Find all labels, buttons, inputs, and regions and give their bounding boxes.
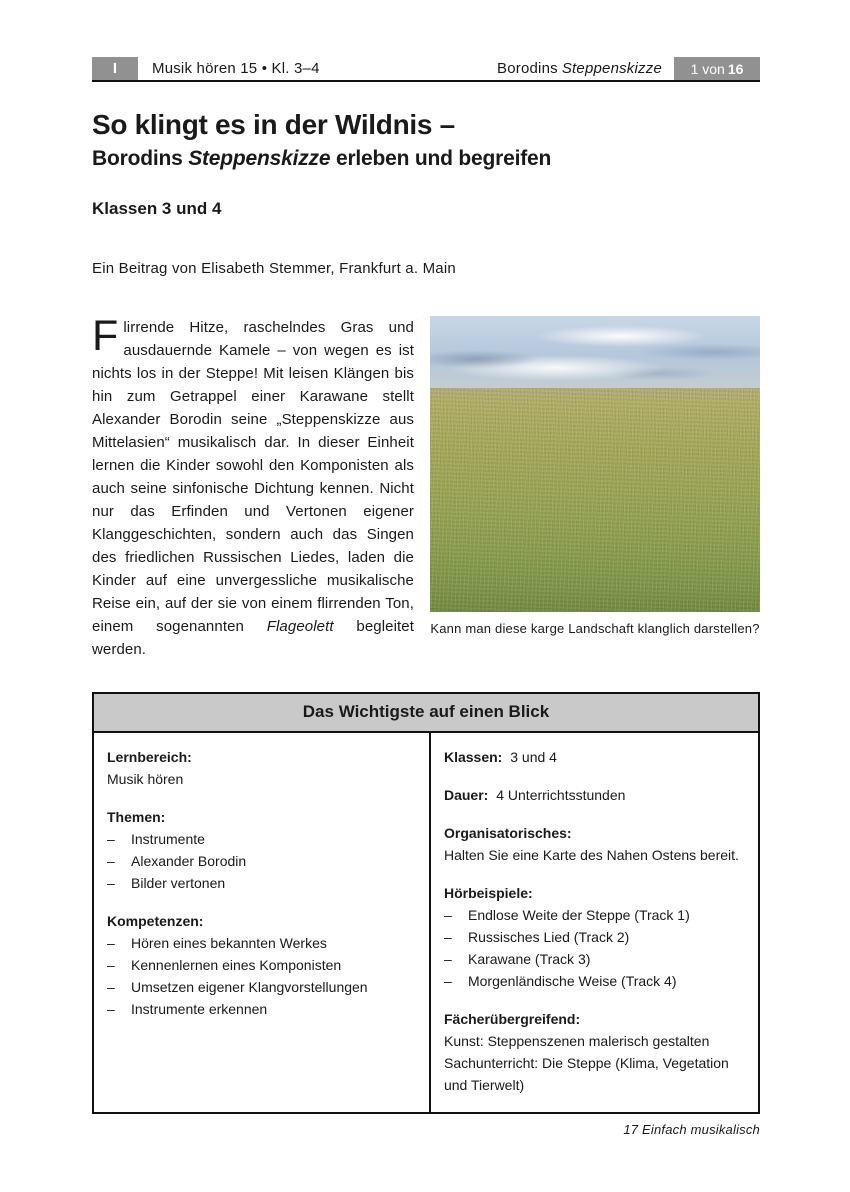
dauer-section — [444, 784, 746, 806]
themen-label: Themen: — [107, 809, 166, 825]
overview-box-title: Das Wichtigste auf einen Blick — [94, 694, 758, 733]
article-title-line2 — [92, 145, 760, 173]
klassen-value: 3 und 4 — [510, 749, 557, 765]
list-item — [444, 970, 746, 992]
photo-grass — [430, 388, 760, 612]
list-item — [107, 998, 417, 1020]
figure-caption: Kann man diese karge Landschaft klanglich darstellen? — [430, 621, 760, 636]
organisatorisches-label: Organisatorisches: — [443, 825, 572, 841]
faecher-line1: Kunst: Steppenszenen malerisch gestalten — [443, 1033, 710, 1049]
dash-bullet: – — [107, 853, 115, 869]
dash-bullet: – — [107, 957, 115, 973]
dash-bullet: – — [443, 929, 452, 945]
grade-label: Klassen 3 und 4 — [92, 199, 222, 218]
list-item-text: Hören eines bekannten Werkes — [131, 935, 327, 951]
dash-bullet: – — [107, 1001, 115, 1017]
page-counter — [674, 57, 760, 80]
list-item — [444, 904, 746, 926]
list-item-text: Umsetzen eigener Klangvorstellungen — [131, 979, 368, 995]
intro-text-part1: lirrende Hitze, raschelndes Gras und ausdauernde Kamele – von wegen es ist nichts los in der Steppe! Mit leisen Klängen bis hin zum Getrappel einer Karawane stellt Alexander Borodin seine „Steppenskizze aus Mittelasien“ musikalisch dar. In dieser Einheit lernen die Kinder sowohl den Komponisten als auch seine sinfonische Dichtung kennen. Nicht nur das Erfinden und Vertonen eigener Klanggeschichten, sondern auch das Singen des friedlichen Russischen Liedes, laden die Kinder auf eine unvergessliche musikalische Reise ein, auf der sie von einem flirrenden Ton, einem sogenannten — [92, 319, 414, 635]
title-block — [92, 108, 760, 277]
overview-box — [92, 692, 760, 1114]
list-item-text: Alexander Borodin — [131, 853, 247, 869]
author-line: Ein Beitrag von Elisabeth Stemmer, Frankfurt a. Main — [92, 260, 456, 277]
title-line2-suffix: erleben und begreifen — [330, 147, 552, 170]
hoerbeispiele-section — [444, 882, 746, 992]
themen-section — [107, 806, 417, 894]
steppe-figure — [430, 316, 760, 661]
page-counter-prefix: 1 von — [690, 60, 725, 77]
faecher-line2: Sachunterricht: Die Steppe (Klima, Vegetation und Tierwelt) — [443, 1055, 729, 1093]
klassen-label: Klassen: — [443, 749, 503, 765]
page-header — [92, 57, 760, 82]
unit-badge: I — [92, 57, 138, 80]
intro-paragraph — [92, 312, 414, 661]
list-item — [444, 926, 746, 948]
klassen-section — [444, 746, 746, 768]
list-item-text: Endlose Weite der Steppe (Track 1) — [467, 907, 690, 923]
photo-sky — [430, 316, 760, 388]
list-item — [107, 954, 417, 976]
list-item-text: Bilder vertonen — [131, 875, 226, 891]
page-counter-total: 16 — [727, 60, 744, 77]
list-item-text: Instrumente — [131, 831, 205, 847]
topic-label — [497, 57, 662, 80]
topic-prefix: Borodins — [497, 60, 558, 77]
list-item — [107, 932, 417, 954]
topic-title-italic: Steppenskizze — [561, 60, 662, 77]
lernbereich-section — [107, 746, 417, 790]
title-line2-prefix: Borodins — [92, 147, 189, 170]
faecheruebergreifend-section — [444, 1008, 746, 1096]
overview-left-cell — [94, 733, 431, 1112]
list-item-text: Russisches Lied (Track 2) — [467, 929, 630, 945]
dash-bullet: – — [443, 907, 452, 923]
series-label: Musik hören 15 • Kl. 3–4 — [152, 60, 320, 77]
dauer-value: 4 Unterrichtsstunden — [496, 787, 626, 803]
intro-column — [92, 312, 414, 661]
intro-section — [92, 312, 760, 661]
faecheruebergreifend-label: Fächerübergreifend: — [443, 1011, 581, 1027]
list-item — [444, 948, 746, 970]
kompetenzen-label: Kompetenzen: — [107, 913, 204, 929]
dash-bullet: – — [443, 951, 452, 967]
dash-bullet: – — [107, 875, 115, 891]
dash-bullet: – — [107, 831, 115, 847]
dauer-label: Dauer: — [443, 787, 489, 803]
list-item — [107, 828, 417, 850]
article-title-line1: So klingt es in der Wildnis – — [92, 109, 455, 140]
list-item — [107, 850, 417, 872]
organisatorisches-value: Halten Sie eine Karte des Nahen Ostens bereit. — [443, 847, 739, 863]
list-item — [107, 872, 417, 894]
title-line2-italic: Steppenskizze — [188, 147, 331, 170]
lernbereich-value: Musik hören — [107, 771, 184, 787]
steppe-photo — [430, 316, 760, 612]
footer-imprint: 17 Einfach musikalisch — [623, 1122, 760, 1137]
dash-bullet: – — [107, 935, 115, 951]
list-item-text: Kennenlernen eines Komponisten — [131, 957, 342, 973]
dropcap-letter: F — [92, 312, 119, 360]
overview-box-body — [94, 733, 758, 1112]
list-item — [107, 976, 417, 998]
list-item-text: Morgenländische Weise (Track 4) — [467, 973, 677, 989]
kompetenzen-section — [107, 910, 417, 1020]
overview-right-cell — [431, 733, 758, 1112]
intro-text-part2: begleitet werden. — [92, 618, 414, 658]
dash-bullet: – — [107, 979, 115, 995]
lernbereich-label: Lernbereich: — [107, 749, 192, 765]
organisatorisches-section — [444, 822, 746, 866]
dash-bullet: – — [443, 973, 452, 989]
list-item-text: Instrumente erkennen — [131, 1001, 268, 1017]
hoerbeispiele-label: Hörbeispiele: — [443, 885, 533, 901]
intro-text-italic: Flageolett — [266, 618, 334, 635]
list-item-text: Karawane (Track 3) — [467, 951, 591, 967]
